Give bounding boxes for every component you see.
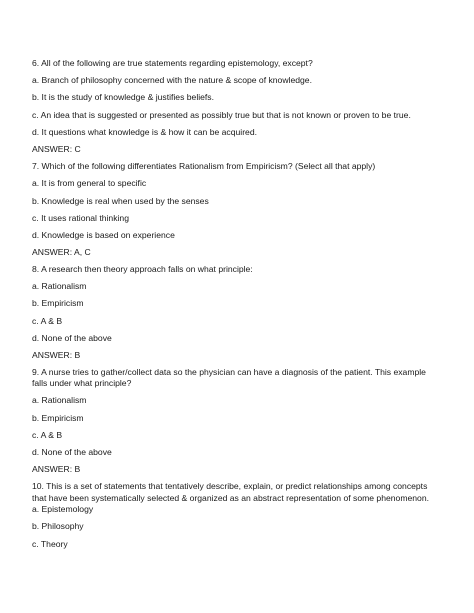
q6-question: 6. All of the following are true statements regarding epistemology, except? [32, 58, 313, 68]
q6-option-a: a. Branch of philosophy concerned with the nature & scope of knowledge. [32, 75, 312, 85]
q9-answer: ANSWER: B [32, 464, 81, 474]
q7-answer: ANSWER: A, C [32, 247, 91, 257]
q8-option-c: c. A & B [32, 316, 63, 326]
q8-answer: ANSWER: B [32, 350, 81, 360]
q9-question-line-2: falls under what principle? [32, 378, 132, 388]
q10-question-line-2: that have been systematically selected & organized as an abstract representation of some phenomenon. [32, 493, 429, 503]
q8-option-d: d. None of the above [32, 333, 112, 343]
q7-option-a: a. It is from general to specific [32, 178, 147, 188]
q9-option-d: d. None of the above [32, 447, 112, 457]
q9-option-b: b. Empiricism [32, 413, 84, 423]
q6-option-d: d. It questions what knowledge is & how it can be acquired. [32, 127, 258, 137]
q9-option-c: c. A & B [32, 430, 63, 440]
q6-option-c: c. An idea that is suggested or presented as possibly true but that is not known or proven to be true. [32, 110, 411, 120]
q10-question-line-1: 10. This is a set of statements that tentatively describe, explain, or predict relationships among concepts [32, 481, 428, 491]
q7-option-b: b. Knowledge is real when used by the senses [32, 196, 209, 206]
q10-option-a: a. Epistemology [32, 504, 94, 514]
q7-option-d: d. Knowledge is based on experience [32, 230, 175, 240]
q7-option-c: c. It uses rational thinking [32, 213, 129, 223]
q8-question: 8. A research then theory approach falls on what principle: [32, 264, 253, 274]
q9-option-a: a. Rationalism [32, 395, 87, 405]
q10-option-b: b. Philosophy [32, 521, 84, 531]
q6-answer: ANSWER: C [32, 144, 81, 154]
q9-question-line-1: 9. A nurse tries to gather/collect data so the physician can have a diagnosis of the patient. This example [32, 367, 426, 377]
q6-option-b: b. It is the study of knowledge & justifies beliefs. [32, 92, 214, 102]
q7-question: 7. Which of the following differentiates Rationalism from Empiricism? (Select all that apply) [32, 161, 376, 171]
q8-option-a: a. Rationalism [32, 281, 87, 291]
q10-option-c: c. Theory [32, 539, 68, 549]
q8-option-b: b. Empiricism [32, 298, 84, 308]
